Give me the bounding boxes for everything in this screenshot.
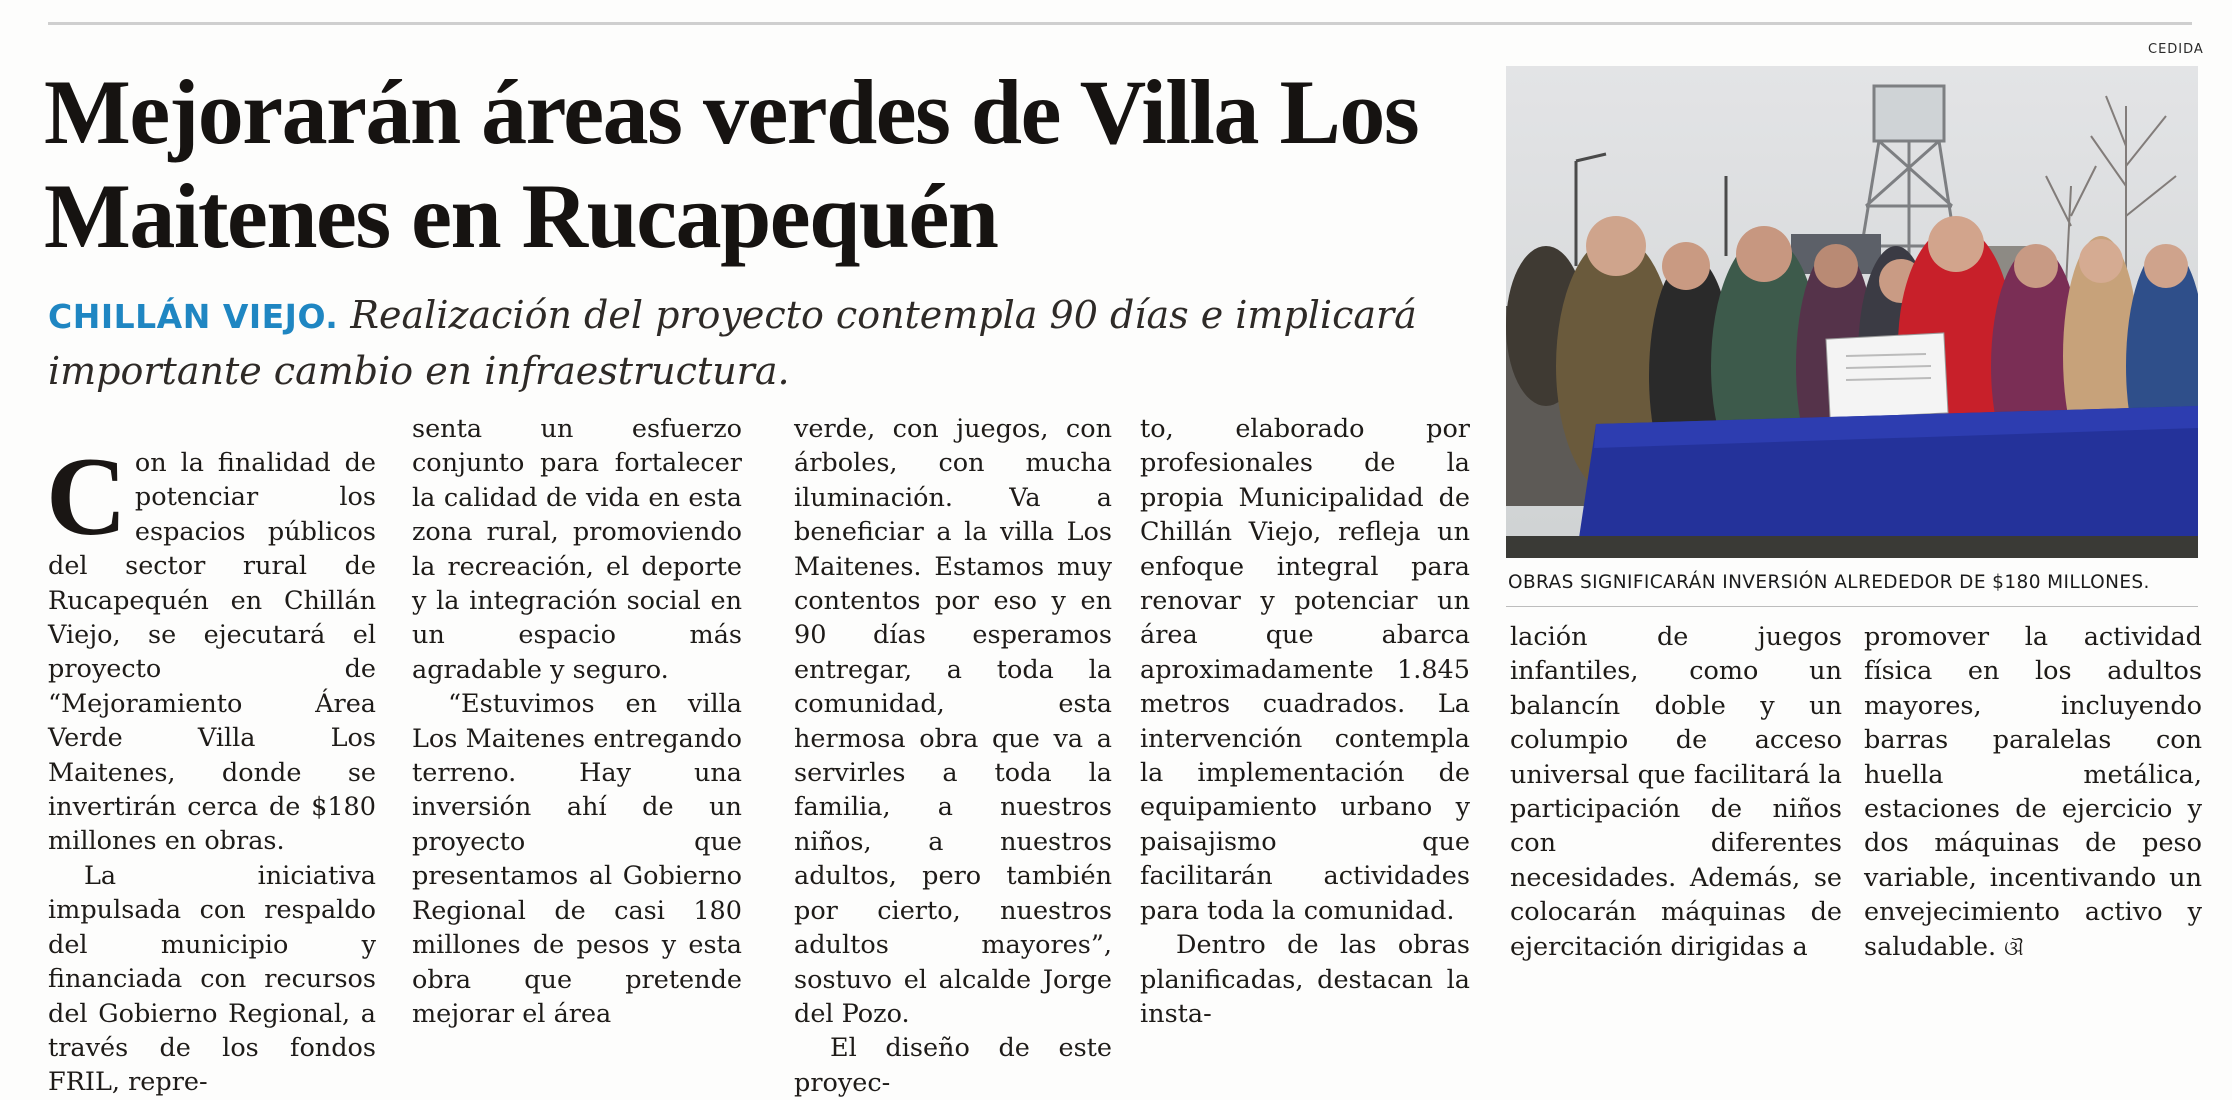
paragraph: lación de juegos infantiles, como un balancín doble y un columpio de acceso universal que facilitará la participación de niños con diferentes necesidades. Además, se colocarán máquinas de ejercitación dirigidas a xyxy=(1510,622,1842,962)
top-rule xyxy=(48,22,2192,25)
photo-illustration xyxy=(1506,66,2198,558)
paragraph: senta un esfuerzo conjunto para fortalecer la calidad de vida en esta zona rural, promoviendo la recreación, el deporte y la integración social en un espacio más agradable y seguro. xyxy=(412,414,742,685)
paragraph: Dentro de las obras planificadas, destacan la insta- xyxy=(1140,930,1470,1029)
paragraph: La iniciativa impulsada con respaldo del municipio y financiada con recursos del Gobierno Regional, a través de los fondos FRIL, repre- xyxy=(48,860,376,1098)
deck xyxy=(48,288,1488,398)
body-column-6 xyxy=(1864,620,2202,965)
photo-caption: OBRAS SIGNIFICARÁN INVERSIÓN ALREDEDOR DE $180 MILLONES. xyxy=(1508,572,2150,593)
paragraph: to, elaborado por profesionales de la propia Municipalidad de Chillán Viejo, refleja un enfoque integral para renovar y potenciar un área que abarca aproximadamente 1.845 metros cuadrados. La intervención contempla la implementación de equipamiento urbano y paisajismo que facilitarán actividades para toda la comunidad. xyxy=(1140,414,1470,926)
caption-rule xyxy=(1506,606,2198,607)
headline: Mejorarán áreas verdes de Villa Los Maitenes en Rucapequén xyxy=(44,61,1419,267)
paragraph: verde, con juegos, con árboles, con mucha iluminación. Va a beneficiar a la villa Los Maitenes. Estamos muy contentos por eso y en 90 días esperamos entregar, a toda la comunidad, esta hermosa obra que va a servirles a toda la familia, a nuestros niños, a nuestros adultos, pero también por cierto, nuestros adultos mayores”, sostuvo el alcalde Jorge del Pozo. xyxy=(794,414,1112,1029)
news-photo xyxy=(1506,66,2198,558)
paragraph-text: promover la actividad física en los adultos mayores, incluyendo barras paralelas con huella metálica, estaciones de ejercicio y dos máquinas de peso variable, incentivando un envejecimiento activo y saludable. xyxy=(1864,622,2202,962)
paragraph: “Estuvimos en villa Los Maitenes entregando terreno. Hay una inversión ahí de un proyecto que presentamos al Gobierno Regional de casi 180 millones de pesos y esta obra que pretende mejorar el área xyxy=(412,689,742,1029)
paragraph: El diseño de este proyec- xyxy=(794,1033,1112,1098)
deck-text: Realización del proyecto contempla 90 días e implicará importante cambio en infraestructura. xyxy=(48,293,1417,393)
photo-credit: CEDIDA xyxy=(2148,42,2204,57)
paragraph xyxy=(46,435,376,859)
deck-kicker: CHILLÁN VIEJO. xyxy=(48,297,339,336)
body-column-4 xyxy=(1140,412,1470,1031)
end-mark-icon: ଔ xyxy=(2004,935,2024,960)
drop-cap: C xyxy=(46,435,127,559)
body-column-3 xyxy=(794,412,1112,1100)
paragraph xyxy=(1864,620,2202,965)
body-column-2 xyxy=(412,412,742,1031)
body-column-1 xyxy=(46,435,376,1100)
body-column-5 xyxy=(1510,620,1842,964)
paragraph-text: on la finalidad de potenciar los espacios públicos del sector rural de Rucapequén en Chillán Viejo, se ejecutará el proyecto de “Mejoramiento Área Verde Villa Los Maitenes, donde se invertirán cerca de $180 millones en obras. xyxy=(48,448,376,857)
